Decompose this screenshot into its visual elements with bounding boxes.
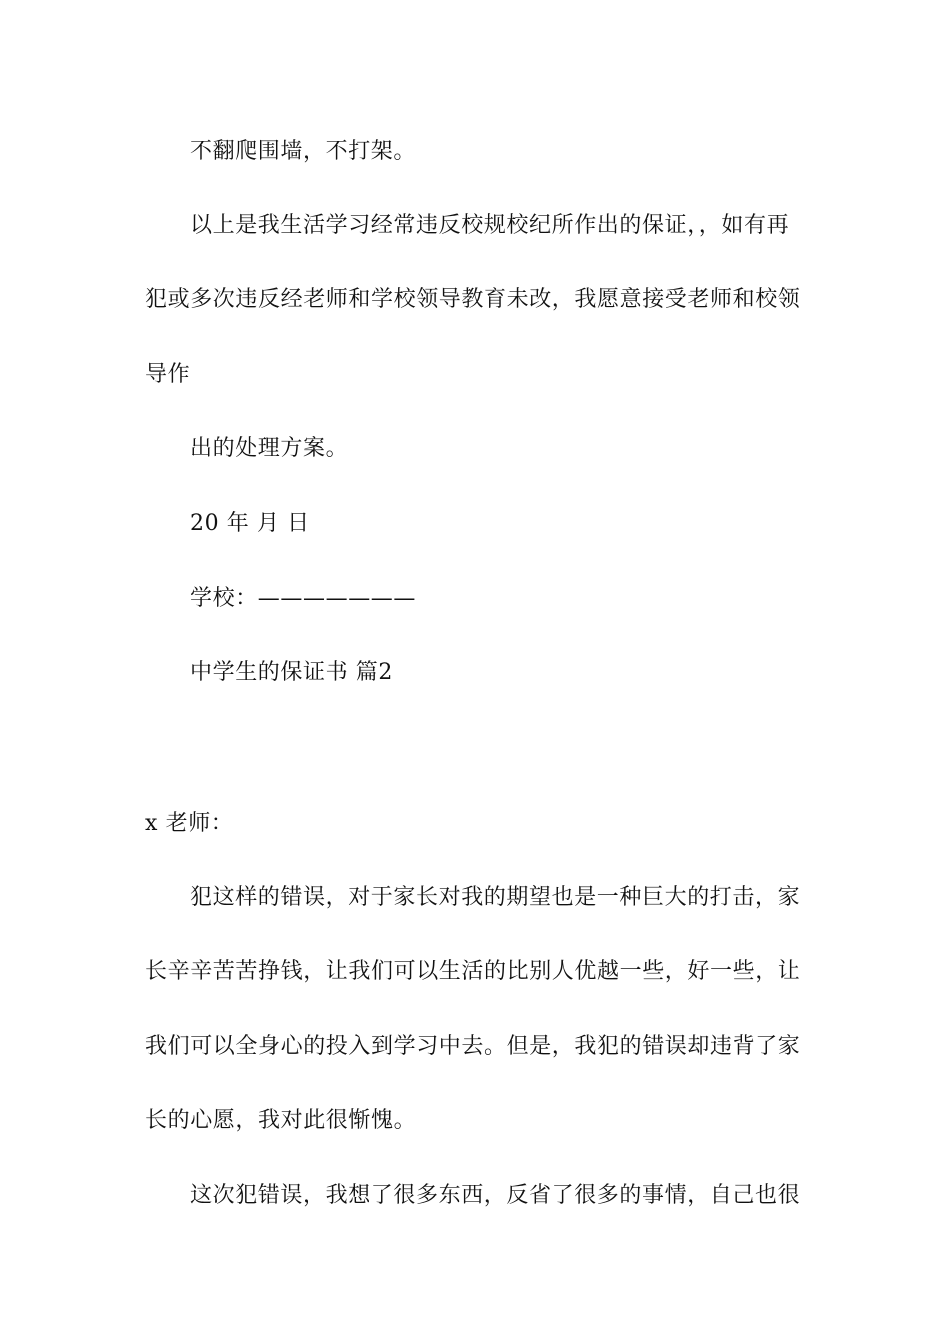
paragraph-line: 以上是我生活学习经常违反校规校纪所作出的保证，，如有再 [190, 213, 790, 238]
paragraph-line: 长的心愿，我对此很惭愧。 [145, 1108, 417, 1133]
paragraph-line: 导作 [145, 362, 191, 387]
paragraph-line: 出的处理方案。 [190, 436, 349, 461]
salutation: x 老师： [145, 811, 234, 836]
paragraph-line: 这次犯错误，我想了很多东西，反省了很多的事情，自己也很 [190, 1183, 801, 1208]
section-heading: 中学生的保证书 篇2 [190, 660, 393, 685]
school-line: 学校：——————— [190, 586, 417, 611]
date-line: 20 年 月 日 [190, 511, 310, 536]
paragraph-line: 犯这样的错误，对于家长对我的期望也是一种巨大的打击，家 [190, 885, 801, 910]
paragraph-line: 长辛辛苦苦挣钱，让我们可以生活的比别人优越一些，好一些，让 [145, 959, 801, 984]
paragraph-line: 不翻爬围墙，不打架。 [190, 139, 417, 164]
paragraph-line: 我们可以全身心的投入到学习中去。但是，我犯的错误却违背了家 [145, 1034, 801, 1059]
paragraph-line: 犯或多次违反经老师和学校领导教育未改，我愿意接受老师和校领 [145, 287, 801, 312]
